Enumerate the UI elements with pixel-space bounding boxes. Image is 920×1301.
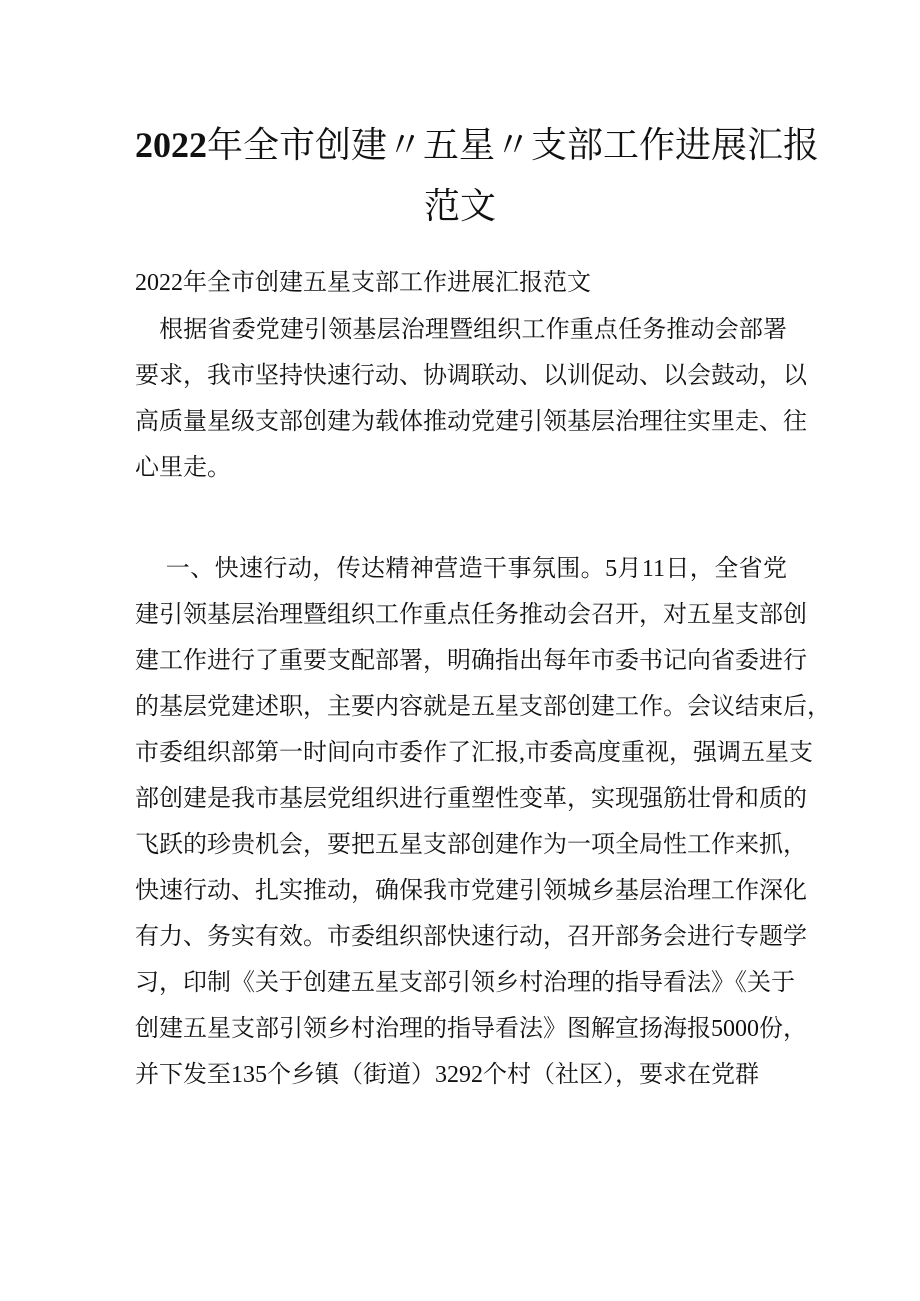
- text-line: 高质量星级支部创建为载体推动党建引领基层治理往实里走、往: [135, 409, 807, 435]
- text-line: 根据省委党建引领基层治理暨组织工作重点任务推动会部署: [135, 317, 787, 343]
- text-line: 建工作进行了重要支配部署，明确指出每年市委书记向省委进行: [135, 648, 807, 674]
- title-line-2: 范文: [423, 186, 496, 226]
- text-line: 习，印制《关于创建五星支部引领乡村治理的指导看法》《关于: [135, 970, 795, 996]
- text-line: 建引领基层治理暨组织工作重点任务推动会召开，对五星支部创: [135, 602, 807, 628]
- subtitle: 2022年全市创建五星支部工作进展汇报范文: [135, 270, 591, 296]
- text-line: 心里走。: [135, 455, 231, 481]
- text-line: 并下发至135个乡镇（街道）3292个村（社区），要求在党群: [135, 1062, 759, 1088]
- title-year: 2022: [135, 125, 207, 165]
- text-line: 市委组织部第一时间向市委作了汇报,市委高度重视，强调五星支: [135, 740, 813, 766]
- text-line: 飞跃的珍贵机会，要把五星支部创建作为一项全局性工作来抓，: [135, 832, 807, 858]
- text-line: 部创建是我市基层党组织进行重塑性变革，实现强筋壮骨和质的: [135, 786, 807, 812]
- text-line: 一、快速行动，传达精神营造干事氛围。5月11日，全省党: [135, 556, 787, 582]
- text-line: 有力、务实有效。市委组织部快速行动，召开部务会进行专题学: [135, 924, 807, 950]
- text-line: 要求，我市坚持快速行动、协调联动、以训促动、以会鼓动，以: [135, 363, 807, 389]
- title-line-1: [135, 123, 820, 167]
- text-line: 创建五星支部引领乡村治理的指导看法》图解宣扬海报5000份，: [135, 1016, 807, 1042]
- title-text: 年全市创建〃五星〃支部工作进展汇报: [207, 125, 820, 165]
- text-line: 快速行动、扎实推动，确保我市党建引领城乡基层治理工作深化: [135, 878, 807, 904]
- text-line: 的基层党建述职，主要内容就是五星支部创建工作。会议结束后，: [135, 694, 831, 720]
